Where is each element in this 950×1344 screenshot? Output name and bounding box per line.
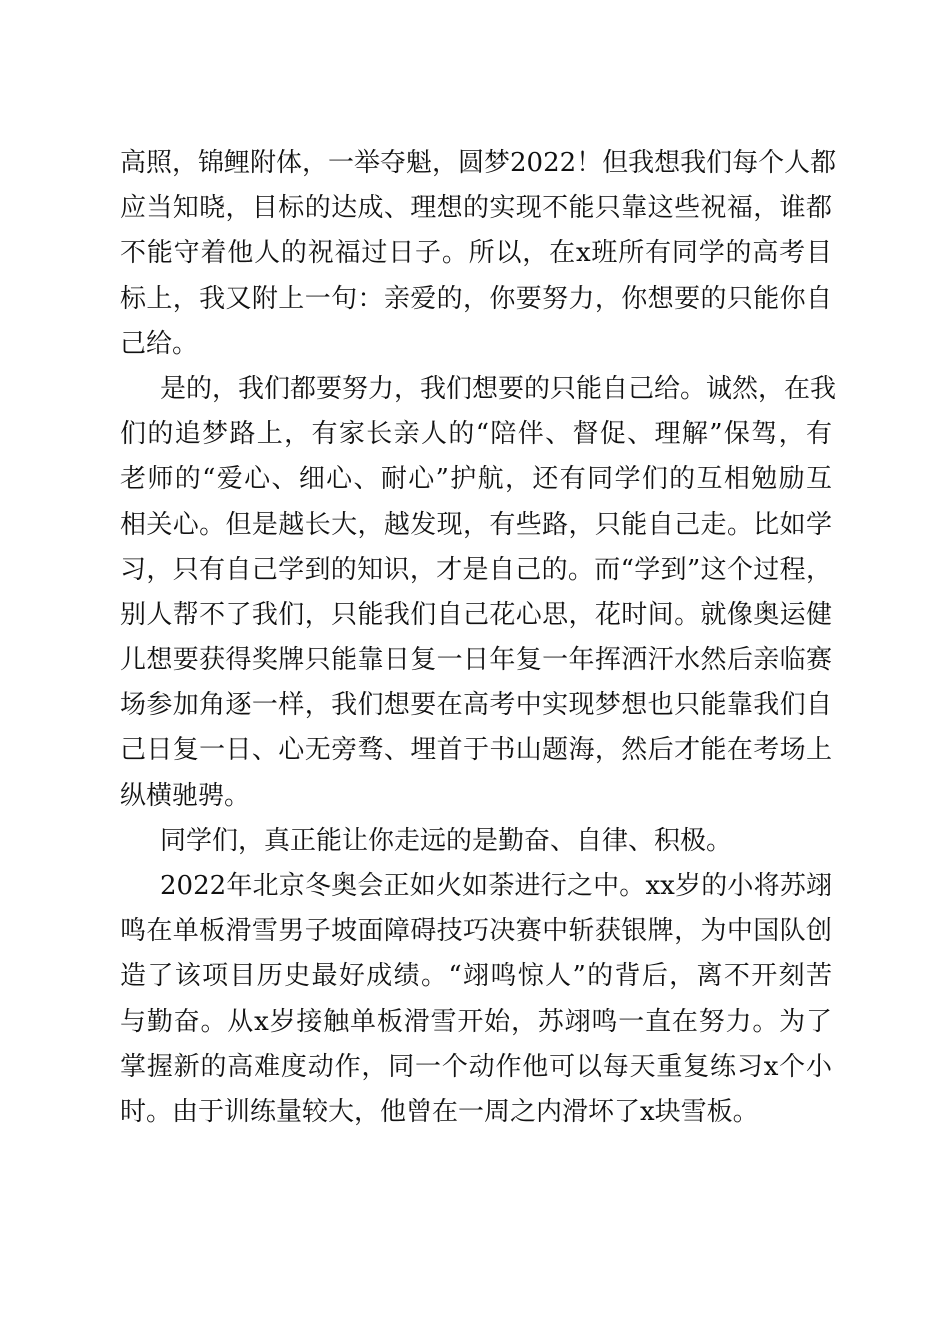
text-line: 造了该项目历史最好成绩。“翊鸣惊人”的背后，离不开刻苦: [120, 961, 832, 992]
text-line: 高照，锦鲤附体，一举夺魁，圆梦2022！但我想我们每个人都: [120, 148, 837, 178]
paragraph: [120, 141, 837, 367]
text-line: 掌握新的高难度动作，同一个动作他可以每天重复练习x个小: [120, 1051, 832, 1082]
text-line: 己给。: [120, 328, 199, 359]
text-line: 习，只有自己学到的知识，才是自己的。而“学到”这个过程，: [120, 554, 832, 585]
text-line: 场参加角逐一样，我们想要在高考中实现梦想也只能靠我们自: [120, 690, 832, 721]
text-line: 应当知晓，目标的达成、理想的实现不能只靠这些祝福，谁都: [120, 193, 832, 224]
paragraph: [120, 864, 832, 1135]
paragraph: [120, 367, 837, 819]
text-line: 2022年北京冬奥会正如火如荼进行之中。xx岁的小将苏翊: [160, 871, 832, 901]
text-line: 是的，我们都要努力，我们想要的只能自己给。诚然，在我: [160, 373, 837, 404]
text-line: 标上，我又附上一句：亲爱的，你要努力，你想要的只能你自: [120, 283, 832, 314]
text-line: 时。由于训练量较大，他曾在一周之内滑坏了x块雪板。: [120, 1096, 759, 1127]
text-line: 儿想要获得奖牌只能靠日复一日年复一年挥洒汗水然后亲临赛: [120, 645, 832, 676]
text-line: 们的追梦路上，有家长亲人的“陪伴、督促、理解”保驾，有: [120, 419, 832, 450]
text-line: 己日复一日、心无旁骛、埋首于书山题海，然后才能在考场上: [120, 735, 832, 766]
text-line: 与勤奋。从x岁接触单板滑雪开始，苏翊鸣一直在努力。为了: [120, 1006, 832, 1037]
text-line: 同学们，真正能让你走远的是勤奋、自律、积极。: [160, 825, 733, 856]
text-line: 鸣在单板滑雪男子坡面障碍技巧决赛中斩获银牌，为中国队创: [120, 916, 832, 947]
text-line: 老师的“爱心、细心、耐心”护航，还有同学们的互相勉励互: [120, 464, 832, 495]
text-line: 相关心。但是越长大，越发现，有些路，只能自己走。比如学: [120, 509, 832, 540]
text-line: 不能守着他人的祝福过日子。所以，在x班所有同学的高考目: [120, 238, 832, 269]
text-line: 别人帮不了我们，只能我们自己花心思，花时间。就像奥运健: [120, 599, 832, 630]
document-page: [120, 141, 837, 1135]
paragraph: [120, 819, 832, 864]
text-line: 纵横驰骋。: [120, 780, 251, 811]
